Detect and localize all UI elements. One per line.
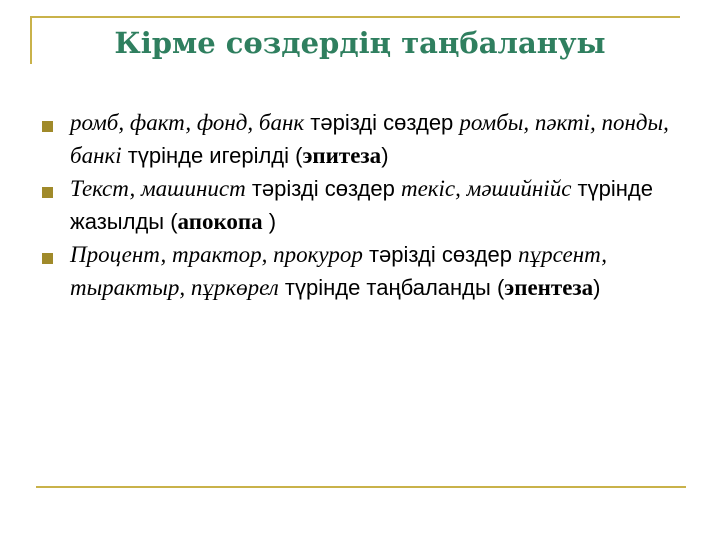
text-fragment: ) (381, 143, 389, 168)
loanword-adapted: пұрсент, тырактыр, пұркөрел (70, 242, 608, 300)
text-fragment: тәрізді сөздер (304, 110, 460, 135)
loanword-originals: Процент, трактор, прокурор (70, 242, 363, 267)
frame-bottom-line (36, 486, 686, 488)
loanword-originals: ромб, факт, фонд, банк (70, 110, 305, 135)
term: апокопа (177, 209, 263, 234)
square-bullet-icon (42, 187, 53, 198)
term: эпитеза (302, 143, 382, 168)
loanword-adapted: ромбы, пәкті, понды, банкі (70, 110, 669, 168)
text-fragment: ) (593, 275, 601, 300)
text-fragment: түрінде игерілді ( (121, 143, 303, 168)
bullet-item-epenteza (40, 238, 700, 304)
loanword-adapted: текіс, мәшийнійс (400, 176, 572, 201)
bullet-item-epitheza (40, 106, 700, 172)
bullet-text (70, 172, 700, 238)
bullet-text (70, 106, 700, 172)
frame-top-line (30, 16, 680, 18)
text-fragment: ) (262, 209, 277, 234)
slide-title: Кірме сөздердің таңбалануы (114, 26, 606, 60)
text-fragment: түрінде жазылды ( (70, 176, 653, 234)
text-fragment: тәрізді сөздер (362, 242, 519, 267)
square-bullet-icon (42, 121, 53, 132)
bullet-list (40, 106, 700, 304)
bullet-text (70, 238, 700, 304)
term: эпентеза (504, 275, 594, 300)
text-fragment: тәрізді сөздер (245, 176, 401, 201)
loanword-originals: Текст, машинист (70, 176, 246, 201)
square-bullet-icon (42, 253, 53, 264)
bullet-item-apokopa (40, 172, 700, 238)
text-fragment: түрінде таңбаланды ( (278, 275, 505, 300)
